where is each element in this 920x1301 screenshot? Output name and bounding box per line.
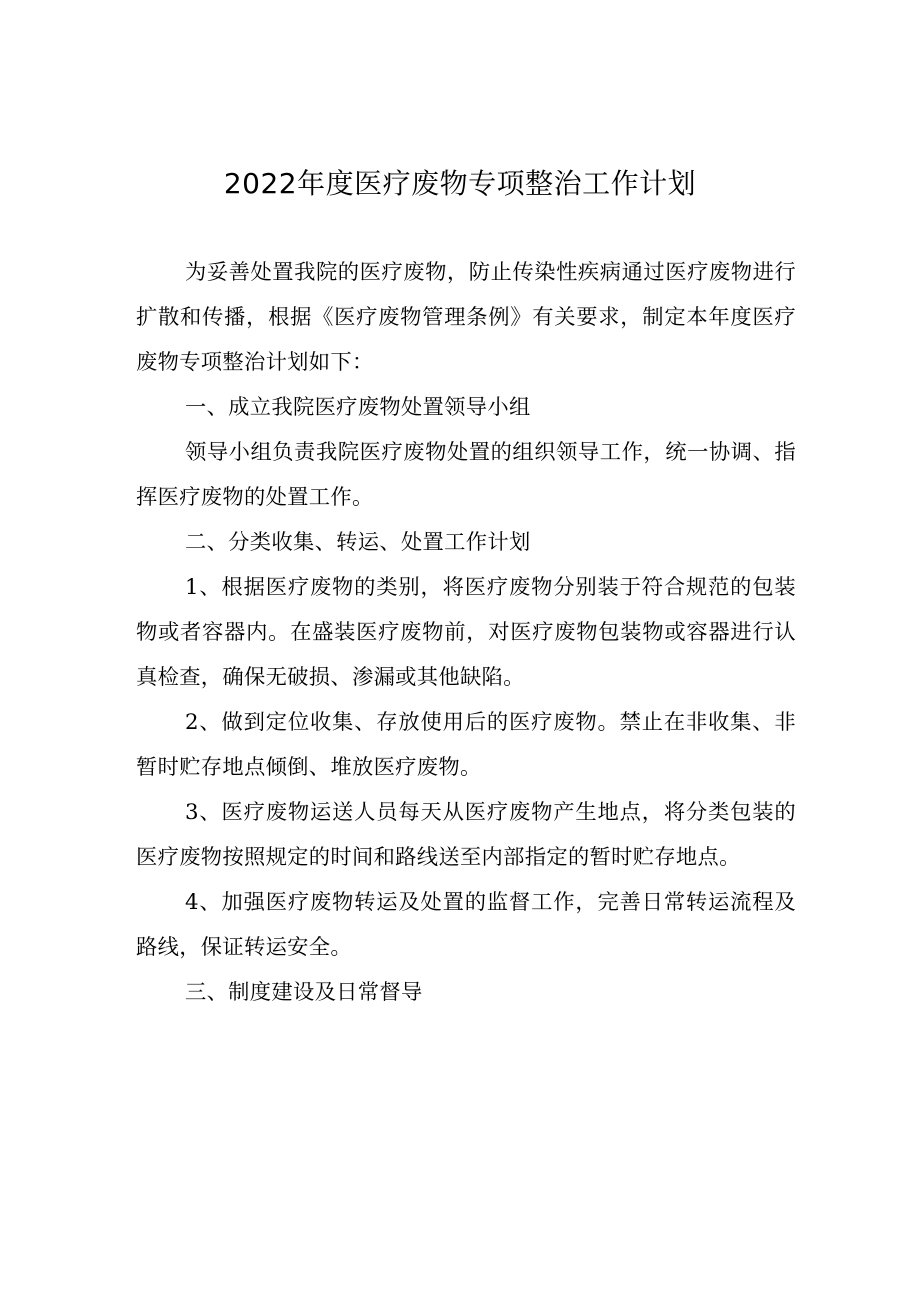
- section-heading-1: 一、成立我院医疗废物处置领导小组: [184, 395, 531, 420]
- section-1-paragraph: 领导小组负责我院医疗废物处置的组织领导工作，统一协调、指挥医疗废物的处置工作。: [136, 440, 796, 510]
- section-2-item-2: 2、做到定位收集、存放使用后的医疗废物。禁止在非收集、非暂时贮存地点倾倒、堆放医疗废物。: [136, 710, 796, 780]
- document-body: [136, 250, 796, 1015]
- section-2-item-4: 4、加强医疗废物转运及处置的监督工作，完善日常转运流程及路线，保证转运安全。: [136, 890, 796, 960]
- section-heading-3: 三、制度建设及日常督导: [184, 980, 423, 1005]
- document-title: 2022年度医疗废物专项整治工作计划: [223, 167, 697, 200]
- section-heading-2: 二、分类收集、转运、处置工作计划: [184, 530, 531, 555]
- intro-paragraph: 为妥善处置我院的医疗废物，防止传染性疾病通过医疗废物进行扩散和传播，根据《医疗废物管理条例》有关要求，制定本年度医疗废物专项整治计划如下：: [136, 260, 796, 375]
- section-2-item-3: 3、医疗废物运送人员每天从医疗废物产生地点，将分类包装的医疗废物按照规定的时间和路线送至内部指定的暂时贮存地点。: [136, 800, 796, 870]
- section-2-item-1: 1、根据医疗废物的类别，将医疗废物分别装于符合规范的包装物或者容器内。在盛装医疗废物前，对医疗废物包装物或容器进行认真检查，确保无破损、渗漏或其他缺陷。: [136, 575, 796, 690]
